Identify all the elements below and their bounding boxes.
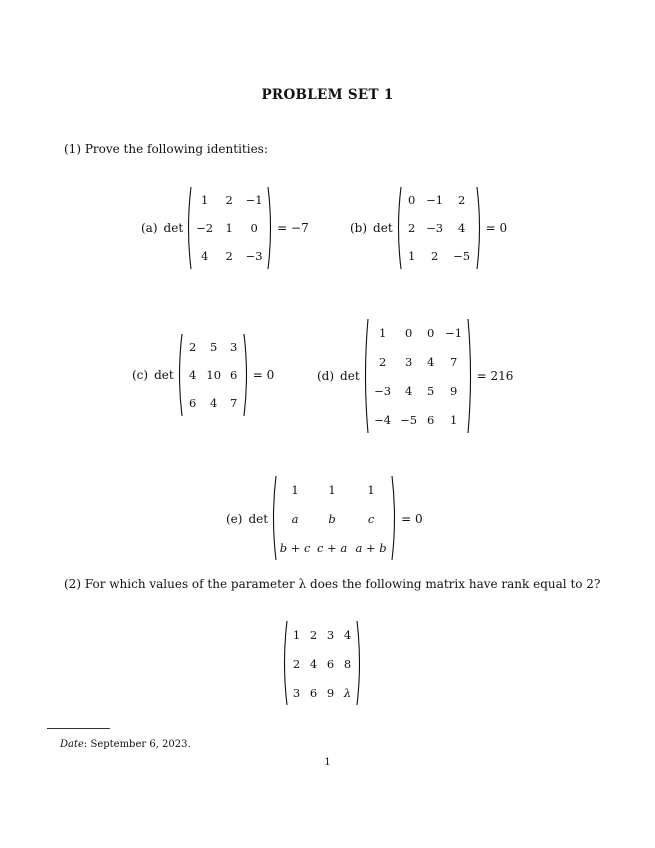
det-operator: det [163,221,184,235]
matrix-entry: a + b [355,540,387,555]
matrix-entry: 2 [309,627,318,642]
matrix-entry: −5 [400,412,418,427]
footnote-date-text: : September 6, 2023. [83,739,191,750]
matrix-entry: 9 [449,383,458,398]
matrix-entry: c + a [316,540,348,555]
matrix-entry: 2 [457,193,466,207]
identity-e-result: = 0 [401,511,423,526]
footnote-date-label: Date [60,739,84,750]
matrix-entry: −3 [245,249,263,263]
matrix-entry: −3 [374,383,392,398]
matrix-entry: −1 [245,193,263,207]
matrix-e [270,475,398,562]
matrix-entry: 6 [309,685,318,700]
identity-a-result: = −7 [277,221,309,235]
matrix-entry: 2 [430,249,439,263]
matrix-entry: 1 [449,412,458,427]
matrix-entries [183,333,243,417]
matrix-entry: 3 [292,685,301,700]
identity-d [317,318,513,434]
matrix-entry: 5 [426,383,435,398]
right-paren [267,186,274,270]
left-paren [395,186,402,270]
matrix-entry: 4 [404,383,413,398]
identity-c-label: (c) [132,368,149,382]
matrix-entry: 6 [326,656,335,671]
matrix-entry: 4 [343,627,352,642]
matrix-entry: 6 [189,396,197,410]
matrix-entry: 0 [250,221,258,235]
footnote [60,739,191,750]
right-paren [467,318,474,434]
matrix-entries [277,475,391,562]
identity-b-label: (b) [350,221,368,235]
identity-b [350,186,507,270]
identity-e [226,475,423,562]
matrix-entry: a [291,511,299,526]
matrix-entry: −4 [374,412,392,427]
matrix-entry: 4 [457,221,466,235]
matrix-entries [402,186,476,270]
matrix-entry: 3 [326,627,335,642]
matrix-entry: 2 [225,193,233,207]
matrix-entries [192,186,267,270]
matrix-entries [369,318,467,434]
matrix-entry: 4 [426,354,435,369]
matrix-entry: −2 [196,221,214,235]
matrix-entry: 10 [206,368,222,382]
page-title: PROBLEM SET 1 [261,87,394,103]
matrix-entry: 2 [378,354,387,369]
matrix-entry: −1 [445,325,463,340]
matrix-entry: 4 [189,368,197,382]
problem-2-text: (2) For which values of the parameter λ does the following matrix have rank equal to 2? [64,577,601,591]
right-paren [476,186,483,270]
matrix-entry: 1 [367,482,375,497]
matrix-entry: −1 [426,193,444,207]
matrix-entry: 3 [404,354,413,369]
identity-c [132,333,274,417]
matrix-entry: 1 [378,325,387,340]
footnote-rule [47,728,110,729]
matrix-entry: 8 [343,656,352,671]
matrix-entry: 5 [210,340,218,354]
identity-e-label: (e) [226,511,243,526]
right-paren [243,333,250,417]
matrix-entry: 4 [309,656,318,671]
matrix-entry: −5 [453,249,471,263]
matrix-entry: 1 [292,627,301,642]
matrix-entry: 2 [292,656,301,671]
matrix-entry: 2 [407,221,416,235]
matrix-entry: 6 [426,412,435,427]
identity-a [141,186,309,270]
page-number: 1 [324,757,331,768]
matrix-entry: 4 [200,249,209,263]
matrix-entry: 0 [426,325,435,340]
matrix-entry: c [367,511,375,526]
matrix-entry: λ [343,685,352,700]
rank-matrix [281,620,363,707]
matrix-entry: −3 [426,221,444,235]
matrix-entry: 6 [230,368,238,382]
rank-matrix-block [281,620,363,707]
identity-d-result: = 216 [476,369,514,383]
matrix-entries [288,620,356,707]
matrix-entry: 1 [225,221,233,235]
left-paren [270,475,277,562]
det-operator: det [248,511,269,526]
matrix-entry: 4 [210,396,218,410]
matrix-entry: 1 [407,249,416,263]
matrix-entry: 7 [449,354,458,369]
matrix-entry: b [328,511,336,526]
identity-d-label: (d) [317,369,335,383]
right-paren [391,475,398,562]
matrix-a [185,186,274,270]
left-paren [185,186,192,270]
matrix-entry: 0 [407,193,416,207]
matrix-entry: b + c [279,540,311,555]
left-paren [362,318,369,434]
matrix-entry: 2 [189,340,197,354]
matrix-entry: 1 [291,482,299,497]
matrix-d [362,318,474,434]
matrix-entry: 9 [326,685,335,700]
matrix-entry: 1 [200,193,209,207]
matrix-entry: 0 [404,325,413,340]
matrix-b [395,186,483,270]
matrix-entry: 3 [230,340,238,354]
identity-c-result: = 0 [252,368,275,382]
matrix-entry: 2 [225,249,233,263]
left-paren [176,333,183,417]
identity-b-result: = 0 [485,221,508,235]
det-operator: det [154,368,174,382]
matrix-entry: 1 [328,482,336,497]
problem-1-intro: (1) Prove the following identities: [64,142,268,156]
matrix-c [176,333,250,417]
matrix-entry: 7 [230,396,238,410]
left-paren [281,620,288,707]
det-operator: det [340,369,360,383]
det-operator: det [373,221,393,235]
right-paren [356,620,363,707]
identity-a-label: (a) [141,221,158,235]
